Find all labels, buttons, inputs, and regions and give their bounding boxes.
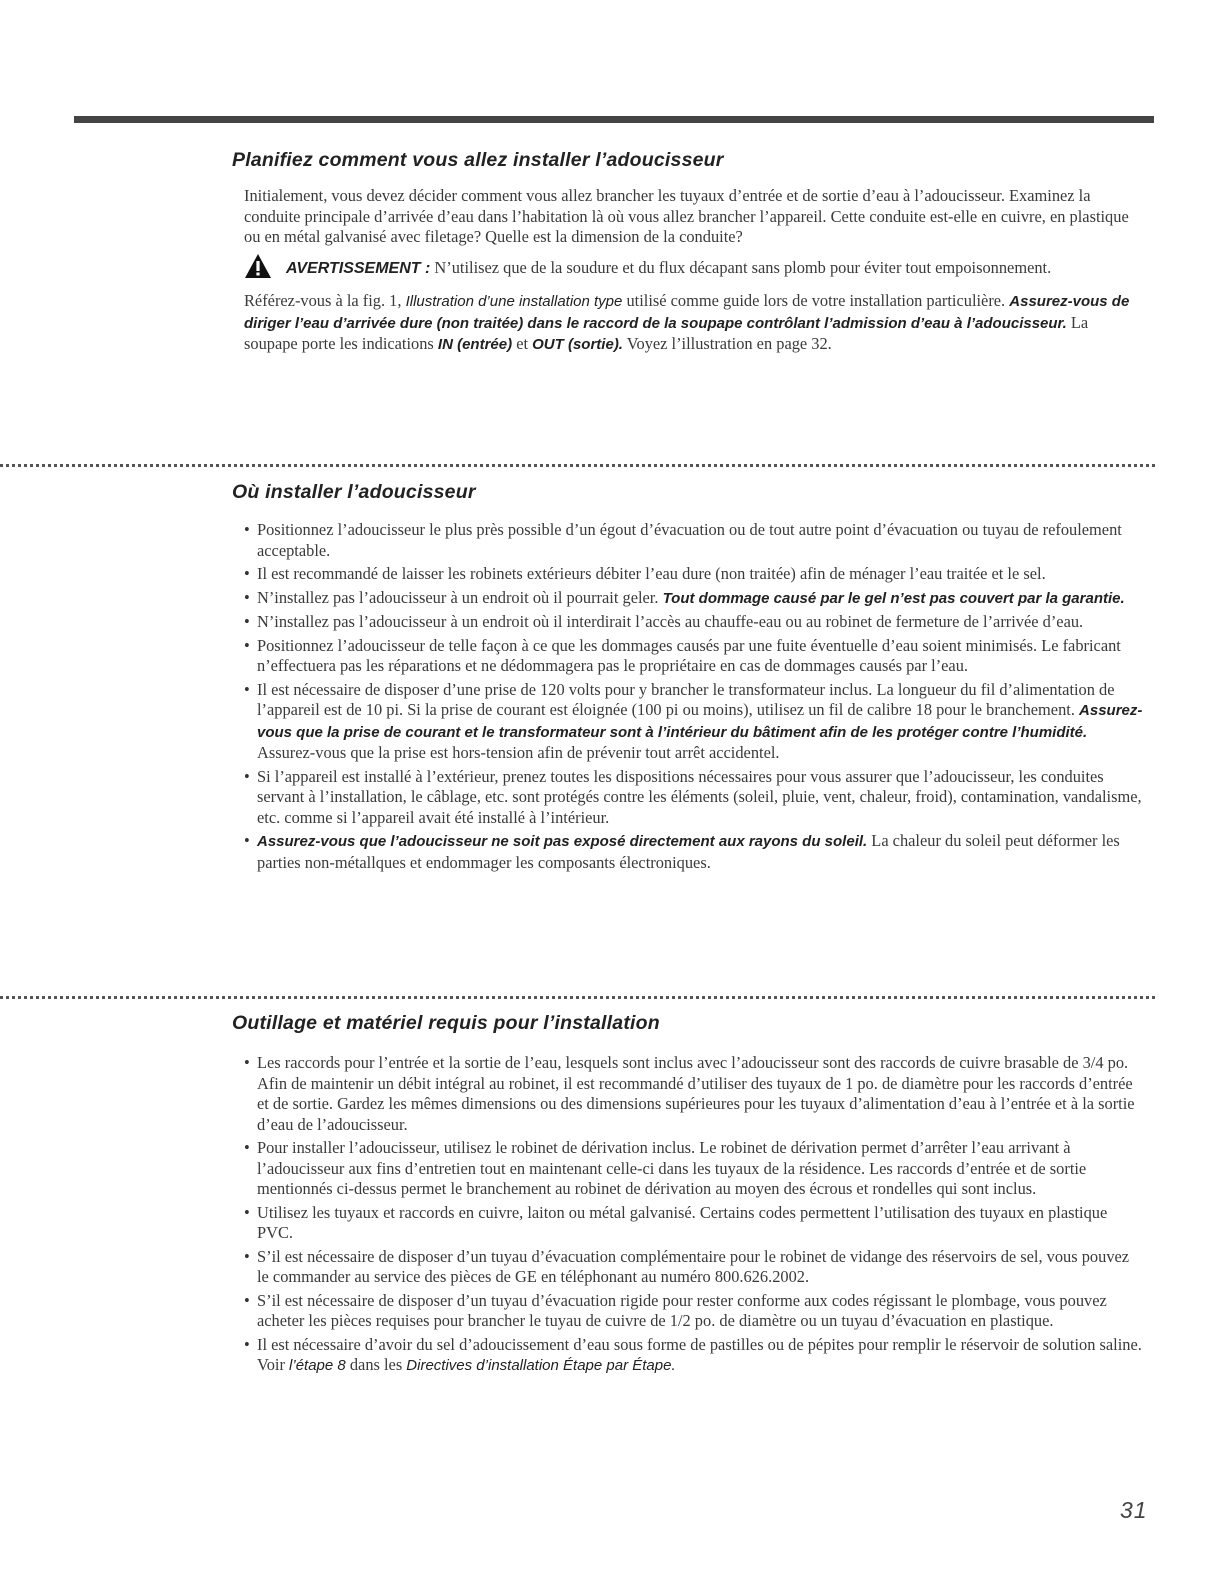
tools-bullet-list [244,1053,1144,1377]
section-divider-1 [0,464,1155,467]
ref-text-g: et [512,334,533,353]
section-heading-plan: Planifiez comment vous allez installer l’adoucisseur [232,149,724,171]
section-plan-body [244,186,1144,366]
list-item-emphasis: Tout dommage causé par le gel n’est pas couvert par la garantie. [662,589,1125,607]
warning-label: AVERTISSEMENT : [286,259,431,277]
list-item-text: Il est nécessaire de disposer d’une prise de 120 volts pour y brancher le transformateur inclus. La longueur du fil d’alimentation de l’appareil est de 10 pi. Si la prise de courant est éloignée (100 pi ou moins), utilisez un fil de calibre 18 pour le branchement. [257,679,1115,719]
list-item: • Il est recommandé de laisser les robinets extérieurs débiter l’eau dure (non traitée) afin de ménager l’eau traitée et le sel. [244,564,1144,585]
list-item-emphasis: Assurez-vous que l’adoucisseur ne soit pas exposé directement aux rayons du soleil. [257,833,868,850]
ref-emphasis: Assurez-vous de diriger l’eau d’arrivée dure (non traitée) dans le raccord de la soupape contrôlant l’admission d’eau à l’adoucisseur. [244,293,1130,332]
list-item: • S’il est nécessaire de disposer d’un tuyau d’évacuation rigide pour rester conforme aux codes régissant le plombage, vous pouvez acheter les pièces requises pour brancher le tuyau de cuivre de 1/2 po. de diamètre ou un tuyau d’évacuation en plastique. [244,1291,1144,1332]
list-item [244,1335,1144,1377]
list-item: • Utilisez les tuyaux et raccords en cuivre, laiton ou métal galvanisé. Certains codes permettent l’utilisation des tuyaux en plastique PVC. [244,1203,1144,1244]
list-item: • Si l’appareil est installé à l’extérieur, prenez toutes les dispositions nécessaires pour vous assurer que l’adoucisseur, les conduites servant à l’installation, le câblage, etc. sont protégés contre les éléments (soleil, pluie, vent, chaleur, froid), contamination, vandalisme, etc. comme si l’appareil avait été installé à l’intérieur. [244,767,1144,829]
list-item [244,831,1144,873]
section-where-body [244,520,1144,876]
list-item: • Positionnez l’adoucisseur le plus près possible d’un égout d’évacuation ou de tout autre point d’évacuation ou tuyau de refoulement acceptable. [244,520,1144,561]
ref-text-c: utilisé comme guide lors de votre installation particulière. [622,291,1010,310]
ref-out-label: OUT (sortie). [532,336,623,353]
list-item-italic: Directives d’installation Étape par Étape. [406,1357,676,1374]
warning-text: N’utilisez que de la soudure et du flux décapant sans plomb pour éviter tout empoisonnement. [434,257,1052,277]
list-item-text: dans les [345,1355,407,1374]
ref-text-i: Voyez l’illustration en page 32. [622,334,832,353]
list-item-emphasis: Assurez-vous que la prise de courant et le transformateur sont à l’intérieur du bâtiment afin de les protéger contre l’humidité. [257,702,1143,741]
ref-in-label: IN (entrée) [437,336,513,353]
ref-text-a: Référez-vous à la fig. 1, [244,291,406,310]
reference-paragraph [244,291,1144,356]
warning-triangle-icon [244,253,272,279]
list-item-text: La chaleur du soleil peut déformer les parties non-métallques et endommager les composants électroniques. [257,831,1120,872]
list-item: • N’installez pas l’adoucisseur à un endroit où il interdirait l’accès au chauffe-eau ou au robinet de fermeture de l’arrivée d’eau. [244,612,1144,633]
list-item-italic: l’étape 8 [289,1357,346,1374]
list-item: • S’il est nécessaire de disposer d’un tuyau d’évacuation complémentaire pour le robinet de vidange des réservoirs de sel, vous pouvez le commander au service des pièces de GE en téléphonant au numéro 800.626.2002. [244,1247,1144,1288]
warning-paragraph [244,258,1144,280]
list-item-text: N’installez pas l’adoucisseur à un endroit où il pourrait geler. [257,587,663,607]
intro-paragraph: Initialement, vous devez décider comment vous allez brancher les tuyaux d’entrée et de sortie d’eau à l’adoucisseur. Examinez la conduite principale d’arrivée d’eau dans l’habitation là où vous allez brancher l’appareil. Cette conduite est-elle en cuivre, en plastique ou en métal galvanisé avec filetage? Quelle est la dimension de la conduite? [244,186,1129,246]
ref-text-e: La soupape porte les indications [244,312,1089,353]
list-item: • Les raccords pour l’entrée et la sortie de l’eau, lesquels sont inclus avec l’adoucisseur sont des raccords de cuivre brasable de 3/4 po. Afin de maintenir un débit intégral au robinet, il est recommandé d’utiliser des tuyaux de 1 po. de diamètre pour les raccords d’entrée et de sortie. Gardez les mêmes dimensions ou des dimensions supérieures pour les tuyaux d’alimentation d’eau à l’entrée et à la sortie d’eau de l’adoucisseur. [244,1053,1144,1135]
section-heading-where: Où installer l’adoucisseur [232,481,476,503]
list-item: • Positionnez l’adoucisseur de telle façon à ce que les dommages causés par une fuite éventuelle d’eau soient minimisés. Le fabricant n’effectuera pas les réparations et ne dédommagera pas le propriétaire en cas de dommages causés par l’eau. [244,636,1144,677]
ref-illustration-title: Illustration d’une installation type [405,293,623,310]
where-bullet-list [244,520,1144,873]
list-item-text: Assurez-vous que la prise est hors-tension afin de prévenir tout arrêt accidentel. [257,743,780,762]
section-heading-tools: Outillage et matériel requis pour l’installation [232,1012,660,1034]
top-rule [74,116,1154,123]
list-item [244,680,1144,764]
list-item-text: Il est nécessaire d’avoir du sel d’adoucissement d’eau sous forme de pastilles ou de pépites pour remplir le réservoir de solution saline. Voir [257,1334,1142,1374]
page-number: 31 [1120,1497,1148,1523]
list-item: • Pour installer l’adoucisseur, utilisez le robinet de dérivation inclus. Le robinet de dérivation permet d’arrêter l’eau arrivant à l’adoucisseur aux fins d’entretien tout en maintenant celle-ci dans les tuyaux de la résidence. Les raccords d’entrée et de sortie mentionnés ci-dessus permet le branchement au robinet de dérivation au moyen des écrous et rondelles qui sont inclus. [244,1138,1144,1200]
section-tools-body [244,1053,1144,1380]
section-divider-2 [0,996,1155,999]
list-item [244,588,1144,610]
